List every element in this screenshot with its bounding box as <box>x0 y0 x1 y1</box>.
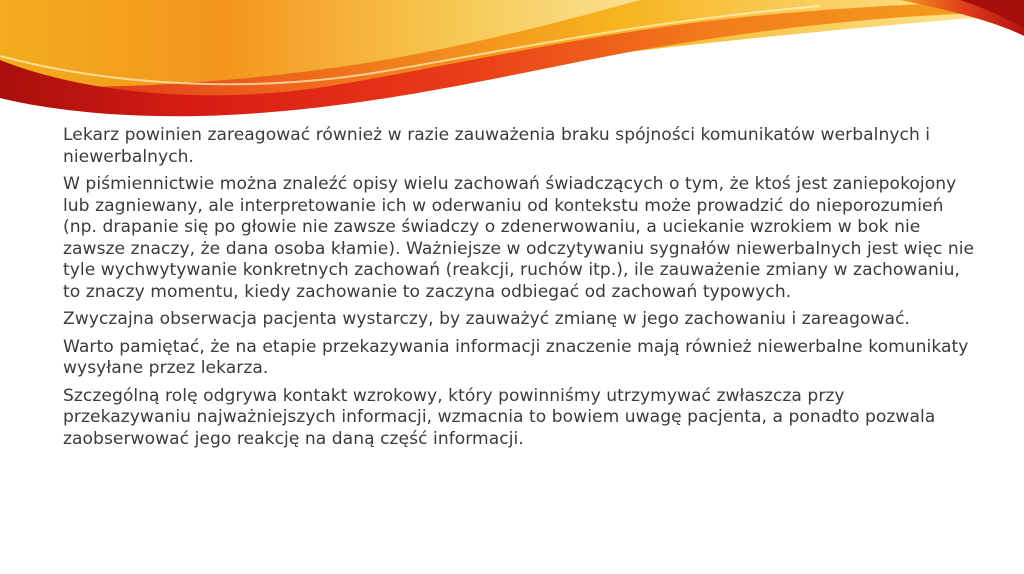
paragraph-3: Zwyczajna obserwacja pacjenta wystarczy, by zauważyć zmianę w jego zachowaniu i zareagować. <box>63 309 911 329</box>
decorative-wave-banner <box>0 0 1024 120</box>
paragraph-1: Lekarz powinien zareagować również w razie zauważenia braku spójności komunikatów werbalnych i niewerbalnych. <box>63 125 931 167</box>
paragraph-4: Warto pamiętać, że na etapie przekazywania informacji znaczenie mają również niewerbalne komunikaty wysyłane przez lekarza. <box>63 336 969 378</box>
slide-body <box>63 125 978 456</box>
paragraph-2: W piśmiennictwie można znaleźć opisy wielu zachowań świadczących o tym, że ktoś jest zaniepokojony lub zagniewany, ale interpretowanie ich w oderwaniu od kontekstu może prowadzić do nieporozumień (np. drapanie się po głowie nie zawsze świadczy o zdenerwowaniu, a uciekanie wzrokiem w bok nie zawsze znaczy, że dana osoba kłamie). Ważniejsze w odczytywaniu sygnałów niewerbalnych jest więc nie tyle wychwytywanie konkretnych zachowań (reakcji, ruchów itp.), ile zauważenie zmiany w zachowaniu, to znaczy momentu, kiedy zachowanie to zaczyna odbiegać od zachowań typowych. <box>63 174 975 302</box>
paragraph-5: Szczególną rolę odgrywa kontakt wzrokowy, który powinniśmy utrzymywać zwłaszcza przy przekazywaniu najważniejszych informacji, wzmacnia to bowiem uwagę pacjenta, a ponadto pozwala zaobserwować jego reakcję na daną część informacji. <box>63 385 936 449</box>
